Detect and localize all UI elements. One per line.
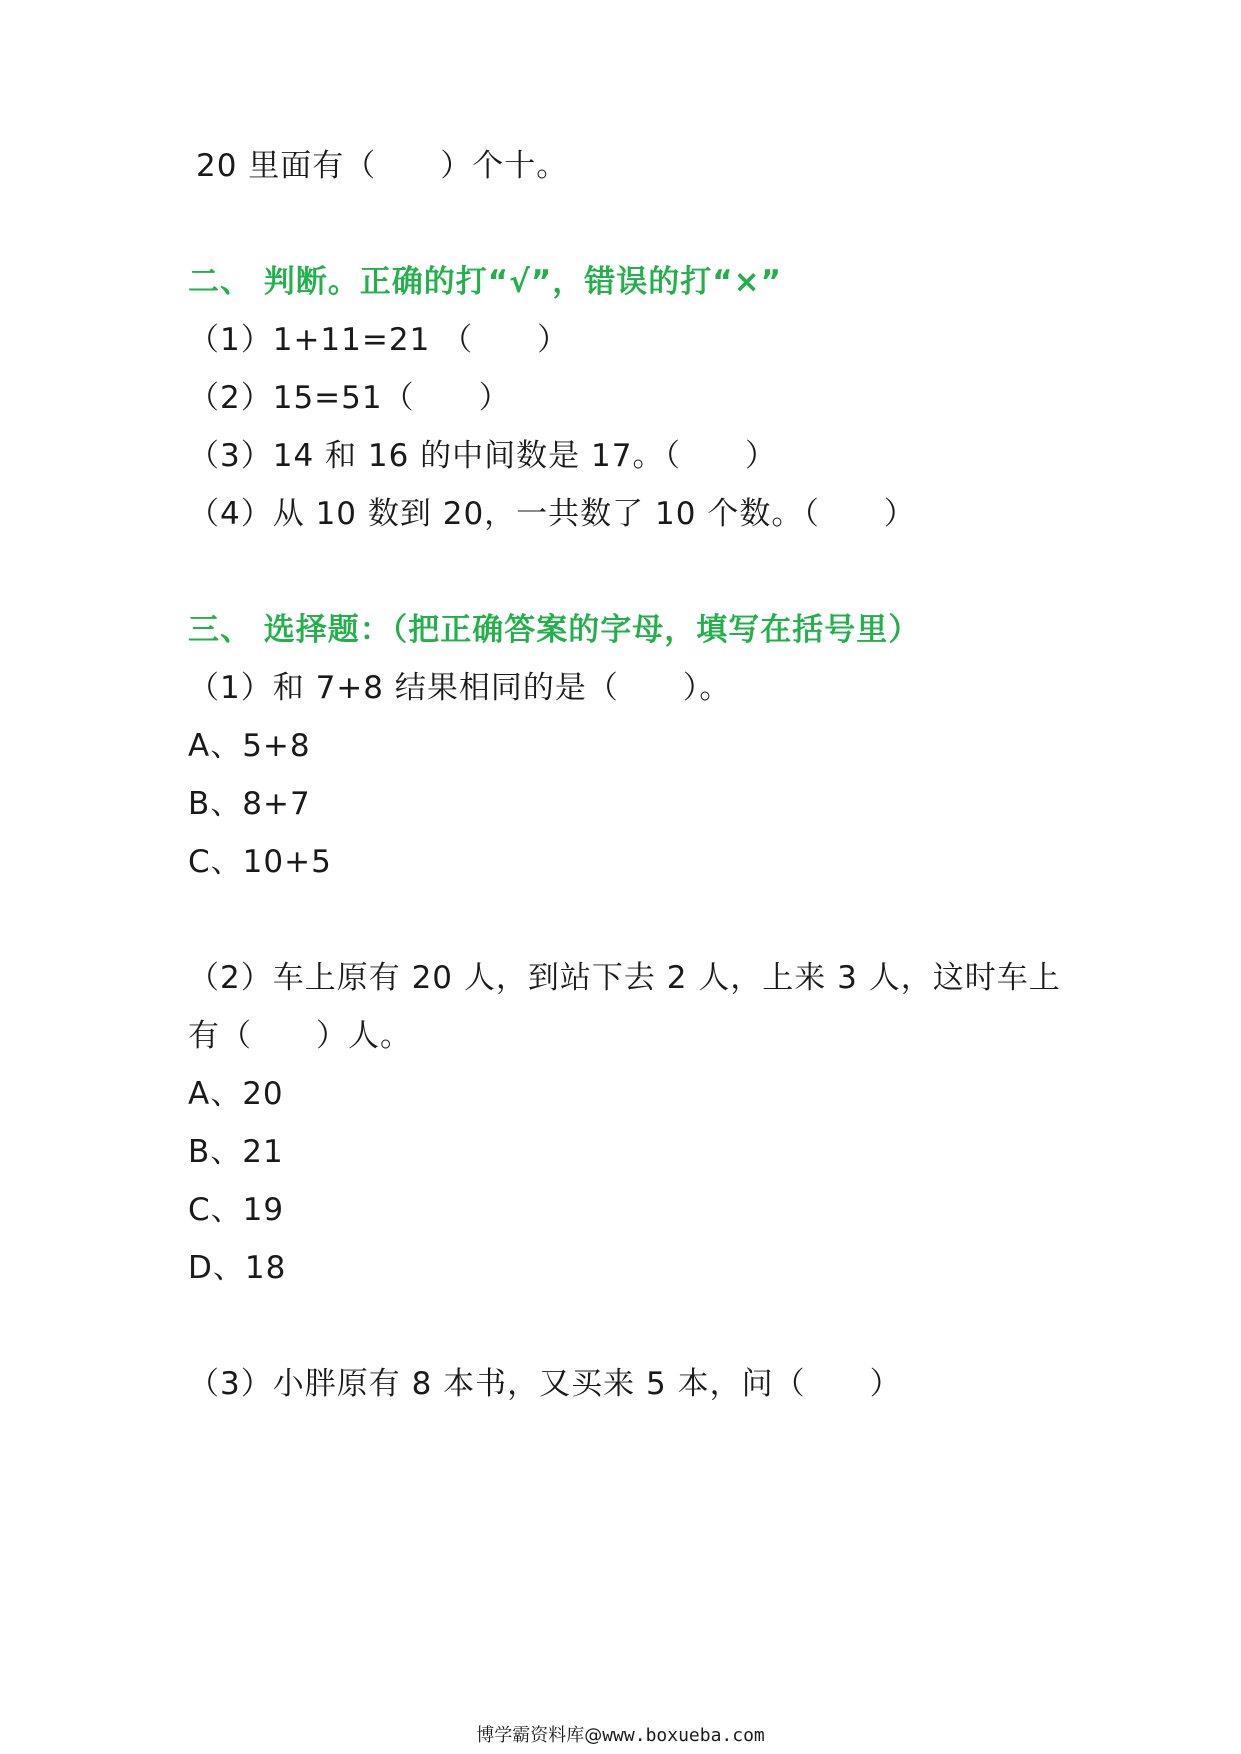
section-2-heading: 二、 判断。正确的打“√”，错误的打“×”: [188, 264, 782, 300]
q1-option-b: B、8+7: [188, 786, 311, 822]
judge-item-2: （2）15=51（ ）: [188, 380, 511, 416]
q2-option-c: C、19: [188, 1192, 285, 1228]
choice-question-2-line-1: （2）车上原有 20 人，到站下去 2 人，上来 3 人，这时车上: [188, 960, 1061, 996]
choice-question-2-line-2: 有（ ）人。: [188, 1018, 412, 1054]
judge-item-3: （3）14 和 16 的中间数是 17。（ ）: [188, 438, 777, 474]
judge-item-1: （1）1+11=21 （ ）: [188, 322, 570, 358]
footer-url: www.boxueba.com: [602, 1725, 765, 1746]
page-footer: [0, 1724, 1241, 1748]
q2-option-a: A、20: [188, 1076, 284, 1112]
choice-question-3: （3）小胖原有 8 本书，又买来 5 本，问（ ）: [188, 1366, 902, 1402]
section-3-heading: 三、 选择题：（把正确答案的字母，填写在括号里）: [188, 612, 921, 648]
q1-option-a: A、5+8: [188, 728, 311, 764]
fill-blank-question: 20 里面有（ ）个十。: [196, 148, 569, 184]
q2-option-b: B、21: [188, 1134, 284, 1170]
q2-option-d: D、18: [188, 1250, 287, 1286]
choice-question-1: （1）和 7+8 结果相同的是（ ）。: [188, 670, 732, 706]
judge-item-4: （4）从 10 数到 20，一共数了 10 个数。（ ）: [188, 496, 916, 532]
q1-option-c: C、10+5: [188, 844, 332, 880]
footer-site-name: 博学霸资料库@: [476, 1725, 603, 1746]
